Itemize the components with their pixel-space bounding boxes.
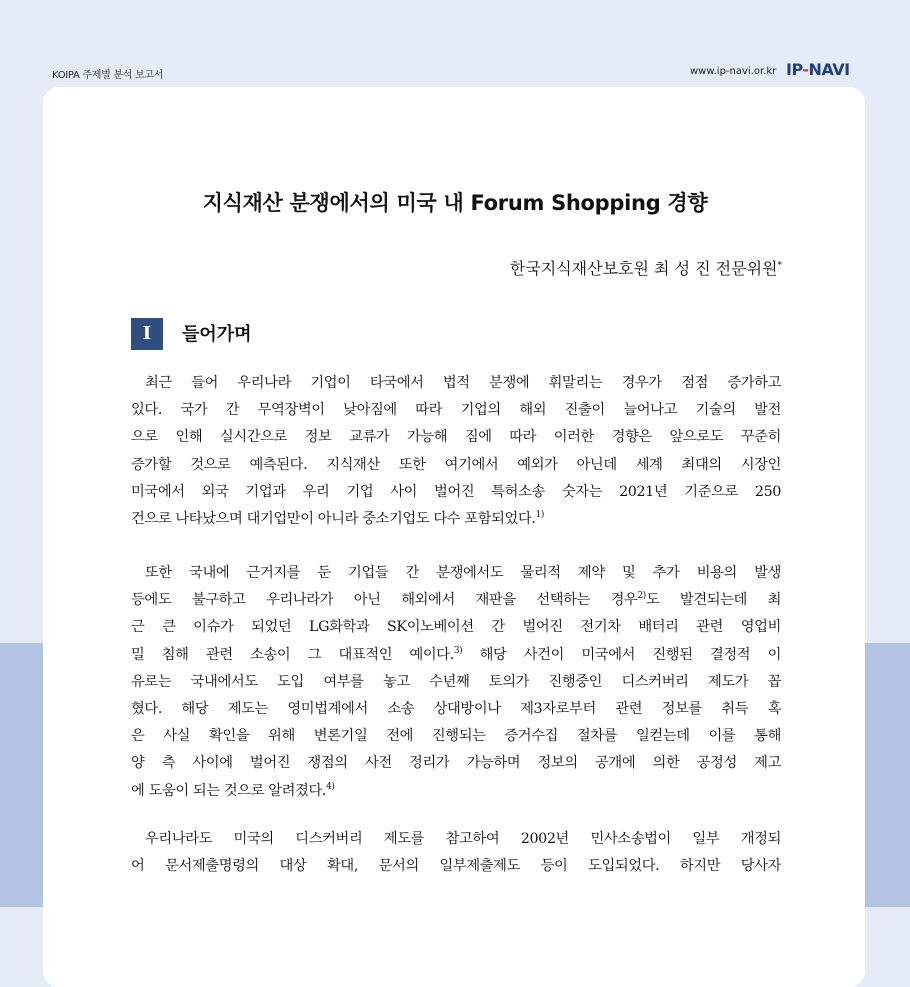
paragraph-line: 최근 들어 우리나라 기업이 타국에서 법적 분쟁에 휘말리는 경우가 점점 증가하고 xyxy=(145,375,781,391)
paragraph-line xyxy=(131,587,781,614)
footnote-ref-4[interactable]: 4) xyxy=(326,781,335,792)
paragraph-line xyxy=(131,778,781,805)
author-footnote-mark: * xyxy=(777,260,782,271)
paragraph-text: 건으로 나타났으며 대기업만이 아니라 중소기업도 다수 포함되었다. xyxy=(131,510,536,527)
footnote-ref-3[interactable]: 3) xyxy=(453,645,463,656)
paragraph-line: 어 문서제출명령의 대상 확대, 문서의 일부제출제도 등이 도입되었다. 하지만 당사자 xyxy=(131,858,781,875)
paragraph-line xyxy=(131,506,781,533)
paragraph-text: 해당 사건이 미국에서 진행된 결정적 이 xyxy=(462,646,781,663)
paragraph-line: 또한 국내에 근거지를 둔 기업들 간 분쟁에서도 물리적 제약 및 추가 비용의 발생 xyxy=(145,565,781,581)
paragraph-text: 에 도움이 되는 것으로 알려졌다. xyxy=(131,782,327,799)
paragraph-line: 미국에서 외국 기업과 우리 기업 사이 벌어진 특허소송 숫자는 2021년 기준으로 250 xyxy=(131,483,781,500)
ip-navi-logo xyxy=(786,60,850,79)
paragraph-text: 밀 침해 관련 소송이 그 대표적인 예이다. xyxy=(131,646,454,663)
paragraph-line: 있다. 국가 간 무역장벽이 낮아짐에 따라 기업의 해외 진출이 늘어나고 기술의 발전 xyxy=(131,402,781,419)
paragraph-line: 혔다. 해당 제도는 영미법계에서 소송 상대방이나 제3자로부터 관련 정보를 취득 혹 xyxy=(131,700,781,717)
footnote-ref-2[interactable]: 2) xyxy=(637,591,646,602)
paragraph-line: 근 큰 이슈가 되었던 LG화학과 SK이노베이션 간 벌어진 전기차 배터리 관련 영업비 xyxy=(131,619,781,636)
logo-text-navi: NAVI xyxy=(808,60,850,79)
paragraph-text: 도 발견되는데 최 xyxy=(645,592,781,609)
paragraph-3 xyxy=(131,826,781,880)
author-name: 한국지식재산보호원 최 성 진 전문위원 xyxy=(509,259,778,278)
author-line xyxy=(510,256,782,279)
site-url[interactable]: www.ip-navi.or.kr xyxy=(690,66,777,77)
paragraph-1 xyxy=(131,370,781,533)
paragraph-line: 우리나라도 미국의 디스커버리 제도를 참고하여 2002년 민사소송법이 일부 개정되 xyxy=(145,831,781,847)
paragraph-line: 증가할 것으로 예측된다. 지식재산 또한 여기에서 예외가 아닌데 세계 최대의 시장인 xyxy=(131,456,781,473)
paragraph-line: 은 사실 확인을 위해 변론기일 전에 진행되는 증거수집 절차를 일컫는데 이를 통해 xyxy=(131,728,781,745)
document-title: 지식재산 분쟁에서의 미국 내 Forum Shopping 경향 xyxy=(202,191,708,215)
paragraph-line: 양 측 사이에 벌어진 쟁점의 사전 정리가 가능하며 정보의 공개에 의한 공정성 제고 xyxy=(131,755,781,772)
paragraph-line xyxy=(131,642,781,669)
logo-accent: - xyxy=(802,60,809,79)
logo-text-ip: IP xyxy=(786,60,803,79)
report-label: KOIPA 주제별 분석 보고서 xyxy=(52,70,164,81)
paragraph-line: 으로 인해 실시간으로 정보 교류가 가능해 짐에 따라 이러한 경향은 앞으로도 꾸준히 xyxy=(131,429,781,446)
paragraph-line: 유로는 국내에서도 도입 여부를 놓고 수년째 토의가 진행중인 디스커버리 제도가 꼽 xyxy=(131,673,781,690)
paragraph-text: 등에도 불구하고 우리나라가 아닌 해외에서 재판을 선택하는 경우 xyxy=(131,592,638,609)
section-title: 들어가며 xyxy=(182,324,252,345)
footnote-ref-1[interactable]: 1) xyxy=(535,510,544,521)
paragraph-2 xyxy=(131,560,781,805)
section-number-badge: I xyxy=(131,318,163,350)
